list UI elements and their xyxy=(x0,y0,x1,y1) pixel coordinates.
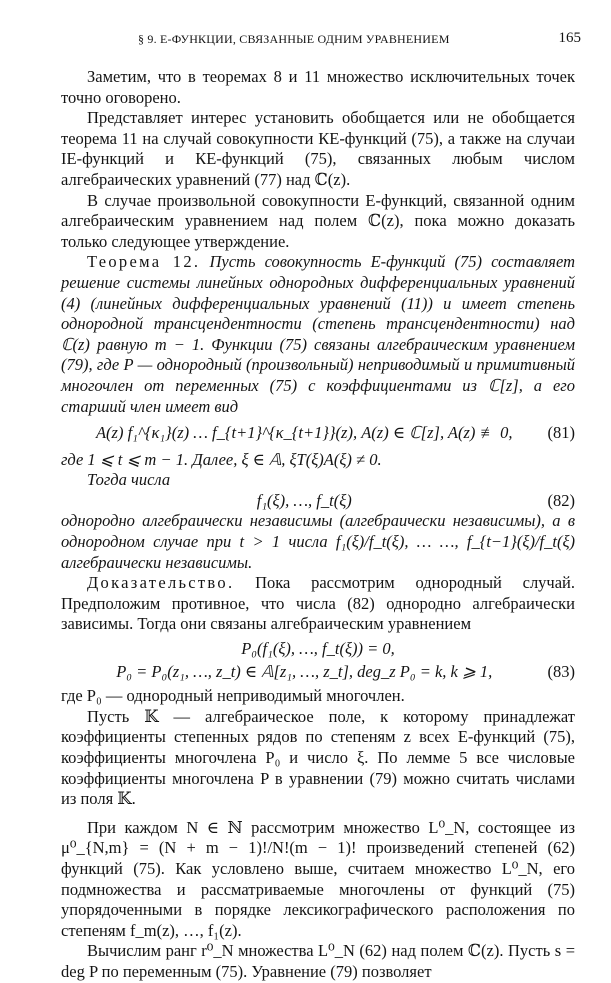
paragraph-rank: Вычислим ранг r⁰_N множества L⁰_N (62) над полем ℂ(z). Пусть s = deg P по переменным (75). Уравнение (79) позволяет xyxy=(61,941,575,981)
paragraph-set-l: При каждом N ∈ ℕ рассмотрим множество L⁰_N, состоящее из μ⁰_{N,m} = (N + m − 1)!/N!(m − 1)! произведений степеней (62) функций (75). Как условлено выше, считаем множество L⁰_N, его подмножества и рассматриваемые многочлены от функций (75) упорядоченными в порядке лексикографического расположения по степеням f_m(z), …, f₁(z). xyxy=(61,817,575,940)
theorem-condition: где 1 ⩽ t ⩽ m − 1. Далее, ξ ∈ 𝔸, ξT(ξ)A(ξ) ≠ 0. xyxy=(61,449,382,469)
formula-83b-expression: P₀ = P₀(z₁, …, z_t) ∈ 𝔸[z₁, …, z_t], deg_z P₀ = k, k ⩾ 1, xyxy=(116,661,493,681)
paragraph-remark: Заметим, что в теоремах 8 и 11 множество исключительных точек точно оговорено. xyxy=(61,67,575,107)
paragraph-interest: Представляет интерес установить обобщается или не обобщается теорема 11 на случай совокупности КЕ-функций (75), а также на случаи IE-функций и КЕ-функций (75), связанных любым числом алгебраических уравнений (77) над ℂ(z). xyxy=(61,108,575,189)
proof-text: Пока рассмотрим однородный случай. Предположим противное, что числа (82) однородно алгебраически зависимы. Тогда они связаны алгебраическим уравнением xyxy=(61,573,575,634)
formula-81 xyxy=(61,423,575,444)
page-header xyxy=(60,30,581,52)
formula-83-line-2 xyxy=(61,662,575,683)
theorem-conclusion: однородно алгебраически независимы (алгебраически независимы), а в однородном случае при t > 1 числа f₁(ξ)/f_t(ξ), … …, f_{t−1}(ξ)/f_t(ξ) алгебраически независимы. xyxy=(61,511,575,572)
formula-82-expression: f₁(ξ), …, f_t(ξ) xyxy=(256,490,352,510)
running-title: § 9. Е-ФУНКЦИИ, СВЯЗАННЫЕ ОДНИМ УРАВНЕНИЕМ xyxy=(138,32,450,46)
formula-83-number: (83) xyxy=(547,661,575,681)
theorem-12 xyxy=(61,252,575,417)
formula-81-expression: A(z) f₁^{κ₁}(z) … f_{t+1}^{κ_{t+1}}(z), A(z) ∈ ℂ[z], A(z) ≢ 0, xyxy=(95,423,513,443)
proof-label: Доказательство. xyxy=(87,573,235,593)
proof-start xyxy=(61,573,575,635)
page-content xyxy=(61,67,575,983)
theorem-then-numbers: Тогда числа xyxy=(87,470,171,490)
page-number: 165 xyxy=(558,30,581,46)
formula-81-number: (81) xyxy=(547,423,575,443)
formula-83a-expression: P₀(f₁(ξ), …, f_t(ξ)) = 0, xyxy=(241,639,395,659)
theorem-label: Теорема 12. xyxy=(87,252,201,272)
paragraph-arbitrary-case: В случае произвольной совокупности Е-функций, связанной одним алгебраическим уравнением над полем ℂ(z), пока можно доказать только следующее утверждение. xyxy=(61,190,575,251)
theorem-text: Пусть совокупность Е-функций (75) составляет решение системы линейных однородных дифференциальных уравнений (4) (линейных дифференциальных уравнений (11)) и имеет степень однородной трансцендентности (степень трансцендентности) над ℂ(z) равную m − 1. Функции (75) связаны алгебраическим уравнением (79), где P — однородный (произвольный) неприводимый и примитивный многочлен от переменных (75) с коэффициентами из ℂ[z], а его старший член имеет вид xyxy=(61,252,575,416)
formula-83-line-1 xyxy=(61,639,575,660)
paragraph-field-k: Пусть 𝕂 — алгебраическое поле, к которому принадлежат коэффициенты степенных рядов по степеням z всех Е-функций (75), коэффициенты многочлена P₀ и число ξ. По лемме 5 все числовые коэффициенты многочлена P в уравнении (79) можно считать числами из поля 𝕂. xyxy=(61,706,575,809)
paragraph-p0-def: где P₀ — однородный неприводимый многочлен. xyxy=(61,686,405,706)
formula-82-number: (82) xyxy=(547,490,575,510)
formula-82 xyxy=(61,491,575,512)
